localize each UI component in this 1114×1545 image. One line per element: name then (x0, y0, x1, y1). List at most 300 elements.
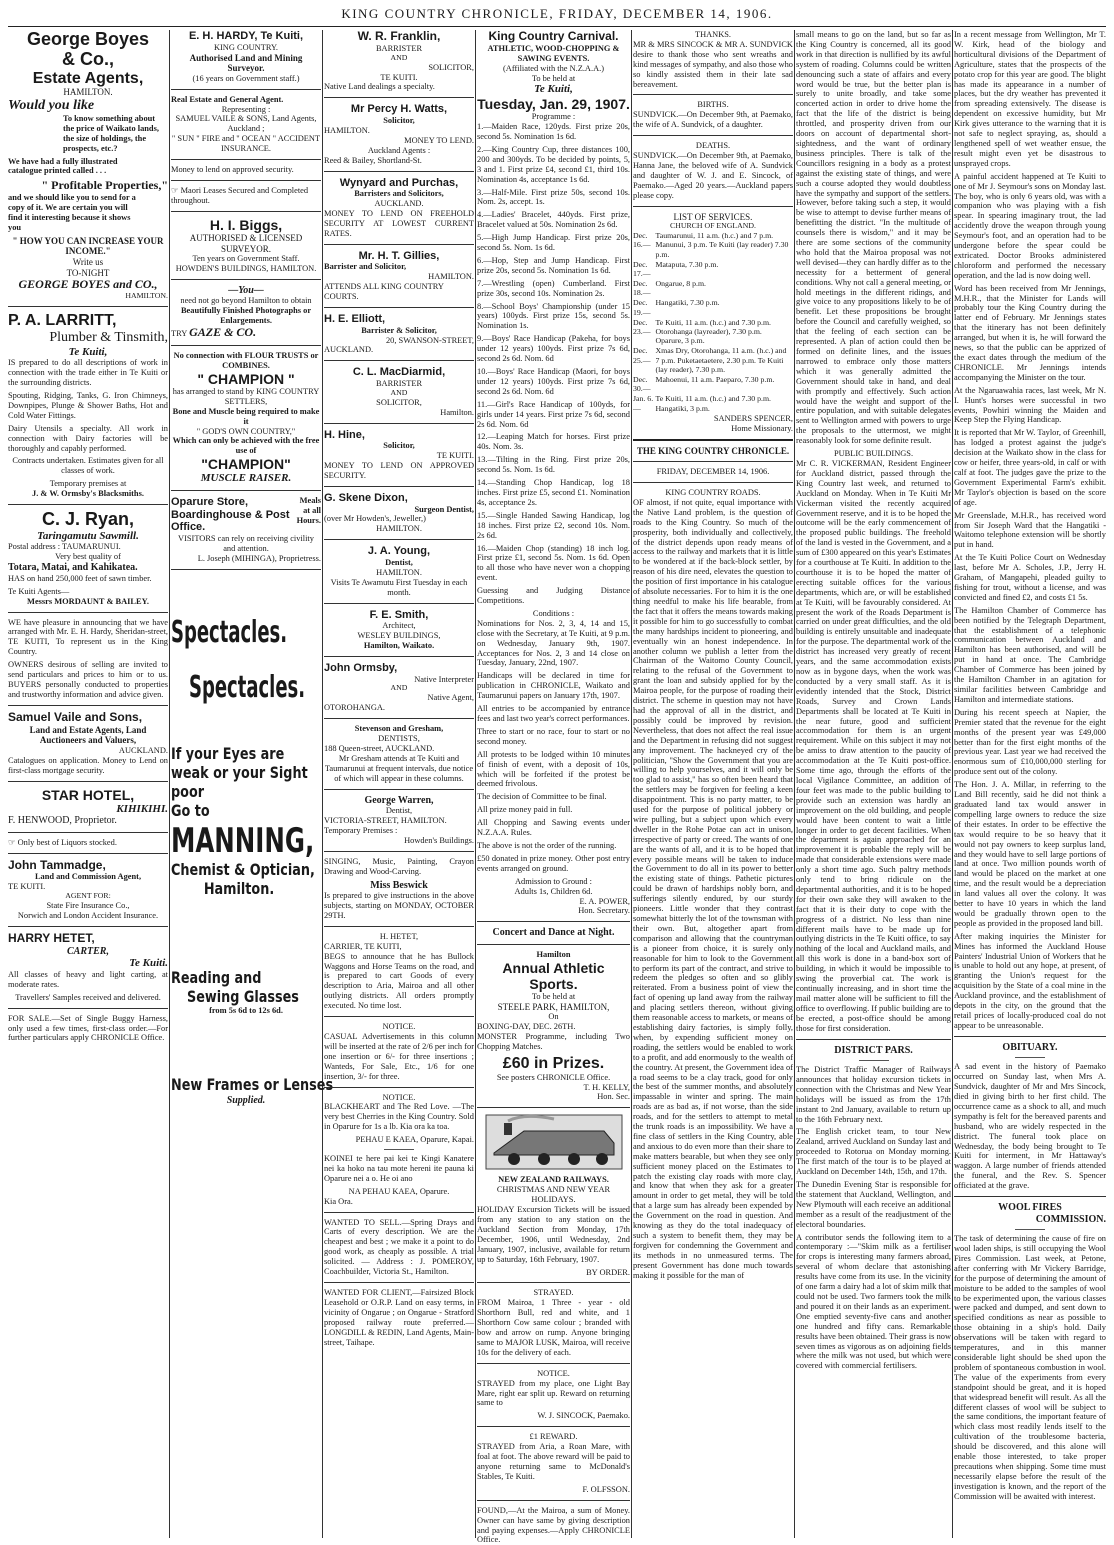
ad-text: BARRISTER (375, 378, 423, 388)
masthead: KING COUNTRY CHRONICLE, FRIDAY, DECEMBER 14, 1906. (341, 6, 773, 21)
ad-title: Annual Athletic Sports. (502, 959, 605, 992)
ad-title: "CHAMPION" (201, 456, 291, 473)
ad-signature: F. OLFSSON. (582, 1484, 630, 1494)
ad-body: £50 donated in prize money. Other post entry events arranged on ground. (477, 853, 630, 873)
ad-text: 188 Queen-street, AUCKLAND. (324, 744, 435, 754)
ad-text: Only best of Liquors stocked. (17, 837, 117, 847)
ad-town: HAMILTON. (324, 125, 370, 135)
event-item: 12.—Leaping Match for horses. First prize 40s. Nom. 3s. (477, 432, 630, 452)
ad-title: G. Skene Dixon, (324, 491, 408, 504)
larritt-ad (8, 312, 168, 499)
ad-title: MANNING, (171, 820, 315, 861)
ad-text: STEELE PARK, HAMILTON, (497, 1001, 610, 1012)
ad-text: Barristers and Solicitors, (354, 189, 444, 199)
event-item: 8.—School Boys' Championship (under 15 years) 100yds. First prize 15s, second 5s. Nomination 1s. (477, 301, 630, 331)
ad-text: Solicitor, (383, 441, 415, 451)
ad-text: Write us (72, 256, 104, 267)
ad-body: Contracts undertaken. Estimates given for all classes of work. (12, 456, 164, 476)
ad-title: P. A. LARRITT, (8, 311, 117, 329)
article-body: The Dunedin Evening Star is responsible for the statement that Auckland, Wellington, and New Plymouth will each receive an additional member as a result of the readjustment of the electoral boundaries. (796, 1180, 951, 1229)
ad-body: FROM Mairoa, 1 Three - year - old Shorthorn Bull, red and white, and 1 Shorthorn Cow same colour ; branded with bow and arrow on rump. Anyone bringing same to MAJOR LUSK, Mairoa, will receive 10s for the delivery of each. (477, 1298, 630, 1357)
ad-text: Dentist, (385, 557, 413, 567)
ad-text: DENTISTS, (378, 734, 420, 744)
event-item: 4.—Ladies' Bracelet, 440yds. First prize, Bracelet valued at 50s. Nomination 2s 6d. (477, 210, 630, 230)
section-heading: Conditions : (532, 608, 575, 618)
section-subheading: CHURCH OF ENGLAND. (670, 221, 756, 231)
article-body: A painful accident happened at Te Kuiti to one of Mr J. Seymour's sons on Monday last. The boy, who is only 6 years old, was with a companion who was playing with a fish spear. In spearing imaginary trout, the lad accidently drove the weapon through young Seymour's foot, and an operation had to be undergone before the spear could be extricated. Doctor Brooks administered chloroform and performed the necessary operation, and the lad is now doing well. (954, 171, 1106, 280)
column-divider (169, 30, 170, 1538)
service-row (633, 318, 793, 347)
ad-body: SINGING, Music, Painting, Crayon Drawing and Wood-Carving. (324, 856, 474, 876)
ad-text: " GOD'S OWN COUNTRY," (196, 426, 296, 436)
pointing-hand-icon: ☞ (171, 186, 179, 196)
ad-body: Travellers' Samples received and delivered. (15, 992, 161, 1002)
article-body: A contributor sends the following item to a contemporary :—"Skim milk as a fertiliser for crops is interesting many farmers abroad, several of whom declare that astonishing results have come from its use. In the vicinity of one farm a dairy had a lot of skim milk that could not be used. Two farmers took the milk and poured it on their lands as an experiment. One emptied seventy-five cans and another one hundred and fifty cans. Remarkable results have been obtained. Their grass is now seven times as vigorous as on adjoining fields where the milk was not used, but which were covered with commercial fertilisers. (796, 1232, 951, 1371)
ad-heading: Sewing Glasses (187, 986, 299, 1006)
ad-heading: £60 in Prizes. (502, 1055, 605, 1073)
column-divider (794, 30, 795, 1538)
ad-heading: " HOW YOU CAN INCREASE YOUR INCOME." (12, 235, 164, 257)
ad-body: The decision of Committee to be final. (477, 792, 607, 802)
ad-text: Admission to Ground : (514, 876, 592, 886)
ad-heading: Concert and Dance at Night. (492, 927, 615, 939)
service-row (633, 346, 793, 375)
ad-text: Programme : (531, 112, 576, 122)
article-title: COMMISSION. (1035, 1213, 1106, 1225)
ad-town: HAMILTON. (428, 272, 474, 282)
ad-title: J. A. Young, (367, 545, 431, 558)
article-body: The task of determining the cause of fire on wool laden ships, is still occupying the Wool Fires Commission. Last week, at Petone, after conferring with Mr Vickery Barridge, for the purpose of determining the amount of moisture to be added to the samples of wool to be experimented upon, the various classes were packed and dumped, and sent down to specified conditions as near as possible to those obtaining in a ship's hold. Daily observations will be taken with regard to temperatures, and in this manner considerable light should be shed upon the problem of spontaneous combustion in wool. The value of the experiments from every standpoint should be great, and it is hoped that widespread benefit will result. As all the different classes of wool will be subject to the same conditions, the important feature of which class most readily lends itself to the cultivation of the troublesome bacteria, should be discovered, and this alone will enable those interested, to take proper precautions when shipping. Some time must necessarily elapse before the result of the investigation is known, and the report of the Commission will be awaited with interest. (954, 1234, 1106, 1501)
ad-text: AGENT FOR: (65, 891, 111, 901)
column-divider (631, 30, 632, 1538)
ad-town: Te Kuiti, (534, 83, 573, 96)
section-heading: NOTICE. (537, 1368, 570, 1378)
ad-title: Mr. H. T. Gillies, (358, 249, 440, 262)
event-item: 1.—Maiden Race, 120yds. First prize 20s, second 5s. Nomination 1s 6d. (477, 122, 630, 141)
article-body: Mr C. R. VICKERMAN, Resident Engineer for Auckland district, passed through the King Country last week, and returned to Auckland on Monday. When in Te Kuiti Mr Vickerman visited the recently acquired Government reserve, and it is to be hoped the outcome will be the early commencement of the proposed public buildings. The freehold of the land is vested in the Government, and a sum of £300 appeared on this year's Estimates for a courthouse at Te Kuiti. In addition to the courthouse it is to be hoped the matter of erecting suitable offices for the various departments, which are, or will be established at Te Kuiti, will be favourably considered. At present the work of the Roads Department is carried on under great difficulties, and the old building is entirely unsuitable and inadequate for the purpose. The departmental work of the district has increased very greatly of recent years, and the same accommodation exists now as in bygone days, when the work was conducted by a very small staff. As it is evidently intended that the Stock, District Roads, Survey and Crown Lands Departments shall be located at Te Kuiti in the near future, good and sufficient accommodation for them is an urgent requirement. While on this subject it may not be amiss to draw attention to the paucity of accommodation at the Te Kuiti post-office. Some time ago, through the efforts of the local Vigilance Committee, an addition of four feet was made to the public building to provide such an extension was hardly an improvement on the old building, and people would have been content to wait a little longer in order to get decent facilities. When the department is again approached for an improvement it is probable the reply will be made that considerable extensions were made only a short time ago. Such paltry methods only tend to bring ridicule on the departmental authorities, and it is to be hoped for their own sake they will awaken to the fact that it is their duty to cope with the progress of a district. No less than nine different mails have to be made up for outlying districts in the Te Kuiti office, to say nothing of the local and Auckland mails, and all this work is done in a band-box sort of building, in which it would be impossible to swing the proverbial cat. The work is continually increasing, and in short time the mail matter alone will be sufficient to fill the office to overflowing. If public building are to be erected, a post-office should be among those for first consideration. (796, 458, 951, 1033)
column-7 (954, 30, 1106, 1538)
ad-text: AND (390, 387, 408, 397)
tammadge-ad (8, 859, 168, 921)
ad-heading: Go to (171, 801, 210, 820)
ad-body: Catalogues on application. Money to Lend on first-class mortgage security. (8, 755, 168, 775)
ad-name: GAZE & CO. (189, 325, 257, 340)
ad-text: from 5s 6d to 12s 6d. (209, 1006, 283, 1016)
ad-text: Reed & Bailey, Shortland-St. (324, 155, 422, 165)
ad-body: CASUAL Advertisements in this column will be inserted at the rate of 2/6 per inch for one insertion or 6/- for three insertions ; Wanteds, For Sale, Etc., 1/6 for one insertion, 3/- for three. (324, 1031, 474, 1081)
hetet-ad (8, 932, 168, 1003)
ad-body: BEGS to announce that he has Bullock Waggons and Horse Teams on the road, and is prepared to cart Goods of every description to Aria, Mairoa and all other outlying districts. All orders promptly executed. No time lost. (324, 951, 474, 1011)
service-row (633, 375, 793, 394)
ad-subtitle: Taringamutu Sawmill. (37, 529, 139, 542)
service-cell: Dec. 19.— (633, 298, 651, 317)
ad-text: Supplied. (226, 1095, 266, 1107)
section-heading: NOTICE. (382, 1092, 416, 1102)
ad-subtitle: Authorised Land and Mining Surveyor. (189, 52, 303, 74)
ad-signature: BY ORDER. (586, 1267, 630, 1277)
ad-title: H. I. Biggs, (209, 216, 283, 233)
section-heading: DEATHS. (695, 141, 731, 151)
ad-heading: New Frames or Lenses (171, 1075, 334, 1095)
notice-body: SUNDVICK.—On December 9th, at Paemako, Hanna Jane, the beloved wife of A. Sundvick and daughter of W. J. and E. Sincock, of Paemako.—Aged 20 years.—Auckland papers please copy. (633, 151, 793, 200)
ad-town: HAMILTON. (376, 567, 422, 577)
ad-subtitle: AUTHORISED & LICENSED SURVEYOR. (189, 232, 303, 254)
ad-text: KING COUNTRY. (213, 42, 279, 52)
ad-body: WE have pleasure in announcing that we have arranged with Mr. E. H. Hardy, Sheridan-street, TE KUITI, To represent us in the King Country. (8, 617, 168, 657)
ad-town: AUCKLAND. (374, 199, 424, 209)
ad-heading: Real Estate and General Agent. (171, 94, 284, 104)
event-item: 10.—Boys' Race Handicap (Maori, for boys under 12 years) 100yds. First prize 7s 6d, second 2s 6d. Nom. 6d (477, 367, 630, 396)
ad-text: L. Joseph (MIHINGA), Proprietress. (197, 553, 321, 563)
ad-signature: W. J. SINCOCK, Paemako. (537, 1411, 630, 1421)
ad-text: Which can only be achieved with the free use of (172, 436, 320, 456)
ad-text: need not go beyond Hamilton to obtain (180, 296, 312, 306)
ad-title: George Warren, (364, 794, 434, 806)
ad-heading: If your Eyes are weak or your Sight poor (171, 744, 308, 802)
service-cell: Jan. 6.— (633, 394, 654, 413)
service-cell: Dec. 23.— (633, 317, 651, 337)
ad-text: Bone and Muscle being required to make it (172, 406, 320, 426)
ad-text: State Fire Insurance Co., (46, 901, 130, 911)
article-body: Mr Greenslade, M.H.R., has received word from Sir Joseph Ward that the Hangatiki - Waitomo telephone extension will be shortly put in hand. (954, 510, 1106, 550)
event-item: 7.—Wrestling (open) Cumberland. First prize 30s, second 10s. Nomination 2s. (477, 278, 630, 298)
service-cell: Dec. 30.— (633, 374, 651, 394)
ad-text: To be held at (531, 991, 576, 1001)
service-cell: Te Kuiti, 11 a.m. (h.c.) and 7.30 p.m. Hangatiki, 3 p.m. (655, 394, 771, 413)
article-body: A sad event in the history of Paemako occurred on Sunday last, when Mrs A. Sundvick, daughter of Mr and Mrs Sincock, died in giving birth to her first child. The occurrence came as a shock to all, and much sympathy is felt for the bereaved parents and husband, who are widely respected in the district. The funeral took place on Wednesday, the body being brought to Te Kuiti for interment, in Mr Hattaway's waggon. A large number of friends attended the funeral, and the Rev. S. Spencer officiated at the grave. (954, 1062, 1106, 1191)
ad-title: Wynyard and Purchas, (339, 176, 459, 189)
ad-town: HAMILTON. (125, 290, 168, 300)
ad-body: MONSTER Programme, including Two Chopping Matches. (477, 1032, 630, 1052)
ad-text: Norwich and London Accident Insurance. (17, 911, 159, 921)
ad-text: Architect, (382, 621, 416, 631)
notice-body: MR & MRS SINCOCK & MR A. SUNDVICK desire to thank those who sent wreaths and kind messages of sympathy, and also those who so kindly assisted them in their late sad bereavement. (633, 39, 793, 89)
article-title: KING COUNTRY ROADS. (665, 488, 761, 498)
ad-town: Hamilton. (203, 878, 275, 898)
ad-body: All Chopping and Sawing events under N.Z.A.A. Rules. (477, 818, 630, 838)
ad-heading: —You— (228, 284, 264, 296)
article-body: At the Ngaruawahia races, last week, Mr N. I. Hunt's horses were successful in two events, Powhiri winning the Maiden and Keep Step the Flying Handicap. (954, 385, 1106, 425)
ad-text: F. HENWOOD, Proprietor. (8, 815, 117, 827)
article-body: The Hamilton Chamber of Commerce has been notified by the Telegraph Department, that the establishment of a telephonic communication between Auckland and Hamilton has been authorised, and will be put in hand at once. The Cambridge Chamber of Commerce has been joined by the Hamilton Chamber in an agitation for similar facilities between Cambridge and Hamilton and intermediate stations. (954, 605, 1106, 704)
ad-signature: Home Missionary. (731, 423, 793, 433)
column-2 (171, 30, 334, 1538)
ad-subtitle: Plumber & Tinsmith, (49, 329, 168, 345)
service-cell: Mahoenui, 11 a.m. Paeparo, 7.30 p.m. (655, 374, 775, 384)
ad-title: F. E. Smith, (369, 608, 429, 621)
service-cell: Xmas Dry, Otorohanga, 11 a.m. (h.c.) and 7 p.m. Puketaetaetere, 2.30 p.m. Te Kuiti (lay reader), 7.30 p.m. (655, 346, 787, 374)
ad-title: Estate Agents, (32, 69, 144, 87)
section-heading: NOTICE. (382, 1022, 416, 1032)
ad-body: Three to start or no race, four to start or no second money. (477, 726, 630, 746)
ad-text: Adults 1s, Children 6d. (514, 886, 593, 896)
service-cell: Ongarue, 8 p.m. (655, 279, 706, 289)
ad-text: TO-NIGHT (66, 267, 110, 278)
section-heading: THANKS. (694, 30, 732, 39)
ad-text: " SUN " FIRE and " OCEAN " ACCIDENT INSURANCE. (171, 134, 321, 154)
ad-signature: T. H. KELLY, (583, 1082, 630, 1092)
vaile-ad (8, 711, 168, 776)
star-hotel-ad (8, 787, 168, 848)
ad-text: Dentist, (385, 806, 413, 816)
ad-text: To be held at (531, 73, 576, 83)
ad-body: HOLIDAY Excursion Tickets will be issued from any station to any station on the Auckland Section from Monday, 17th December, 1906, until Wednesday, 2nd January, 1907, inclusive, available for return up to Saturday, 16th February, 1907. (477, 1205, 630, 1264)
ad-text: Barrister and Solicitor, (324, 262, 407, 272)
ad-text: VISITORS can rely on receiving civility and attention. (178, 533, 314, 553)
ad-body: Is prepared to give instructions in the above subjects, starting on MONDAY, OCTOBER 29TH. (324, 891, 474, 920)
column-divider (952, 30, 953, 1538)
ad-text: Very best quality of (55, 552, 121, 562)
service-row (633, 260, 793, 279)
ad-body: KOINEI te here pai kei te Kingi Kanatere nei ka hoko na tau mote hereni ite pauna ki Oparure nei a o. He oi ano (324, 1154, 474, 1183)
article-body: During his recent speech at Napier, the Premier stated that the revenue for the eight months of the present year was £49,000 better than for the first eight months of the previous year. Last year we had received the enormous sum of £10,000,000 sterling for produce sent out of the colony. (954, 707, 1106, 777)
ad-body: BLACKHEART and The Red Love. —The very best Cherries in the King Country. Sold in Oparure for 1s a lb. Kia ora ka toa. (324, 1102, 474, 1132)
service-row (633, 298, 793, 317)
service-cell: Te Kuiti, 11 a.m. (h.c.) and 7.30 p.m. Otorohanga (layreader), 7.30 p.m. Oparure, 3 p.m. (655, 317, 771, 346)
ad-text: SAMUEL VAILE & SONS, Land Agents, Auckland ; (175, 114, 317, 134)
ad-body: MONEY TO LEND ON APPROVED SECURITY. (324, 461, 474, 481)
ad-text: Native Land dealings a specialty. (324, 82, 435, 92)
ad-text: BARRISTER (375, 43, 423, 53)
ad-title: " CHAMPION " (197, 370, 295, 387)
ad-subtitle: Land and Commission Agent, (34, 872, 142, 882)
ad-heading: Totara, Matai, and Kahikatea. (8, 562, 138, 574)
ad-title: Spectacles. (171, 614, 288, 650)
ad-town: Te Kuiti. (129, 957, 168, 970)
ad-signature: PEHAU E KAEA, Oparure, Kapai. (355, 1135, 474, 1145)
ad-town: Hamilton, Waikato. (363, 641, 435, 650)
ad-text: Beautifully Finished Photographs or Enlargements. (180, 306, 312, 326)
ad-text: AND (390, 52, 408, 62)
services-table (633, 231, 793, 414)
ad-title: John Ormsby, (324, 661, 398, 674)
service-row (633, 231, 793, 260)
classified: FOR SALE.—Set of Single Buggy Harness, only used a few times, first-class order.—For further particulars apply CHRONICLE Office. (8, 1013, 168, 1043)
ad-title: HARRY HETET, (8, 931, 95, 946)
ad-body: IS prepared to do all descriptions of work in connection with the trade either in Te Kuiti or the surrounding districts. (8, 358, 168, 388)
ad-town: HAMILTON. (63, 87, 113, 98)
ad-body: Spouting, Ridging, Tanks, G. Iron Chimneys, Downpipes, Plunge & Shower Baths, Hot and Cold Water Fittings. (8, 390, 168, 420)
ad-title: H. Hine, (324, 428, 365, 441)
column-divider (322, 30, 323, 1538)
pointing-hand-icon: ☞ (8, 837, 16, 847)
ad-text: Te Kuiti Agents— (8, 586, 70, 596)
ad-title: Miss Beswick (370, 879, 428, 891)
ad-title: C. L. MacDiarmid, (352, 366, 446, 379)
ad-heading: Would you like (8, 97, 95, 113)
section-heading: STRAYED. (533, 1288, 574, 1298)
article-body: After making inquiries the Minister for Mines has informed the Auckland House Painters' Industrial Union of Workers that he is unable to hold out any hope, at present, of granting the Union's request for the acquisition by the State of a coal mine in the Auckland province, and the establishment of depots in the city, on the ground that the retail prices of locally-produced coal do not appear to be unreasonable. (954, 931, 1106, 1030)
ad-signature: NA PEHAU KAEA, Oparure. (348, 1186, 450, 1196)
ad-text: Solicitor, (383, 116, 415, 126)
event-item: 11.—Girl's Race Handicap of 100yds, for girls under 14 years. First prize 7s 6d, second 2s 6d. Nom. 6d (477, 399, 630, 429)
ad-body: MONEY TO LEND ON FREEHOLD SECURITY AT LOWEST CURRENT RATES. (324, 209, 474, 238)
ad-town: AUCKLAND. (118, 745, 168, 755)
ad-title: & Co., (62, 48, 114, 69)
ad-title: John Tammadge, (8, 857, 106, 872)
editorial-date: FRIDAY, DECEMBER 14, 1906. (656, 467, 770, 477)
service-row (633, 394, 793, 413)
service-cell: Mataputa, 7.30 p.m. (655, 259, 719, 269)
ad-subtitle: ATHLETIC, WOOD-CHOPPING & SAWING EVENTS. (487, 43, 620, 63)
ad-text: Native Agent, (427, 693, 474, 703)
column-4 (477, 29, 630, 1545)
article-body: small means to go on the land, but so far as the King Country is concerned, all its good work in that direction is nullified by its awful system of roading. Columns could be written denouncing such a state of affairs and every word would be true, but the better plan is surely to unite broadly, and take some concerted action in order to drive home the fact that the life of the district is being throttled, and prosperity driven from our doors on account of departmental short-sightedness, and the want of ordinary business principles. There is talk of the Councillors resigning in a body as a protest against the existing state of things, and were such a course adopted they would doubtless have the sympathy and support of the settlers. However, before taking such a step, it would be wise to attempt to devise further means of benefitting the district. "In the multitude of counsels there is wisdom," and it may be there are some sections of the community who hold that the Mairoa proposal was not well devised—they can hardly differ as to the necessity for a betterment of general conditions. Why not call a general meeting, or hold meetings in the different ridings, and give voice to any propositions likely to be of benefit. Let these propositions be brought before the Council and carefully weighed, so that the feeling of each section can be represented. A plan of action could then be formed on definite lines, and the issues narrowed to embrace only those matters which it was generally admitted the Government should take in hand, and deal with promptly and effectively. Such action would have the weight and support of the entire population, and with suitable delegates sent to Wellington armed with powers to urge the proposals to the uttermost, we might reasonably look for some definite result. (796, 30, 951, 446)
ad-title: Hamilton (536, 949, 571, 959)
ad-title: E. H. HARDY, Te Kuiti, (188, 30, 304, 42)
ad-title: Spectacles. (189, 669, 306, 705)
ad-body: STRAYED from my place, one Light Bay Mare, right ear split up. Reward on returning same to (477, 1378, 630, 1408)
ad-town: KIHIKIHI. (116, 802, 168, 815)
ad-text: Ten years on Government Staff. (192, 254, 300, 264)
ad-town: OTOROHANGA. (324, 703, 386, 713)
ad-text: CARRIER, TE KUITI, (324, 941, 402, 951)
ad-text: Messrs MORDAUNT & BAILEY. (27, 596, 149, 606)
ad-text: SOLICITOR, (428, 62, 474, 72)
ad-title: Samuel Vaile and Sons, (8, 709, 143, 724)
ad-text: Maori Leases Secured and Completed throughout. (171, 186, 309, 205)
ad-text: Postal address : TAUMARUNUI. (8, 542, 121, 552)
notice-body: SUNDVICK.—On December 9th, at Paemako, the wife of A. Sundvick, of a daughter. (633, 110, 793, 130)
column-divider (475, 30, 476, 1538)
ad-text: (Affiliated with the N.Z.A.A.) (502, 63, 605, 73)
ad-body: To know something about the price of Waikato lands, the size of holdings, the prospects, etc.? (63, 113, 159, 153)
ad-title: STAR HOTEL, (41, 786, 135, 803)
article-title: WOOL FIRES (998, 1202, 1062, 1214)
ad-signature: E. A. POWER, (579, 896, 630, 906)
ad-body: The above is not the order of the running. (477, 840, 617, 850)
section-heading: BIRTHS. (697, 100, 729, 110)
ad-text: J. & W. Ormsby's Blacksmiths. (32, 489, 144, 499)
ad-text: Kia Ora. (324, 1196, 353, 1206)
section-heading: LIST OF SERVICES. (673, 211, 753, 222)
ad-body: All entries to be accompanied by entrance fees and last two year's correct performances. (477, 704, 630, 723)
ad-body: All prize money paid in full. (477, 805, 573, 815)
classified: WANTED TO SELL.—Spring Drays and Carts of every description. We are the cheapest and best ; we make it a point to do good work, as cheaply as possible. A trial solicited. — Address : J. POMEROY, Coachbuilder, Victoria St., Hamilton. (324, 1217, 474, 1277)
service-cell: Dec. 18.— (633, 279, 651, 298)
article-title: DISTRICT PARS. (834, 1044, 913, 1056)
ad-text: Barrister & Solicitor, (361, 325, 437, 335)
ad-text: Money to lend on approved security. (171, 165, 294, 175)
ad-heading: Tuesday, Jan. 29, 1907. (477, 96, 630, 113)
classified: FOUND,—At the Mairoa, a sum of Money. Owner can have same by giving description and paying expenses.—Apply CHRONICLE Office. (477, 1505, 630, 1545)
service-cell: Taumarunui, 11 a.m. (h.c.) and 7 p.m. Manunui, 3 p.m. Te Kuiti (lay reader) 7.30 p.m. (655, 231, 789, 259)
ad-title: George Boyes (26, 29, 150, 49)
ad-title: NEW ZEALAND RAILWAYS. (498, 1175, 609, 1185)
ad-title: C. J. Ryan, (41, 509, 135, 530)
ad-text: WESLEY BUILDINGS, (357, 631, 441, 641)
ad-body: Visits Te Awamutu First Tuesday in each month. (330, 577, 468, 597)
column-5 (633, 30, 793, 1538)
event-item: 16.—Maiden Chop (standing) 18 inch log. First prize £1, second 5s. Nom. 1s 6d. Open to all those who have never won a chopping event. (477, 543, 630, 583)
ad-body: Handicaps will be declared in time for publication in CHRONICLE, Waikato and Taumarunui papers on January 17th, 1907. (477, 671, 630, 701)
ad-body: STRAYED from Aria, a Roan Mare, with foal at foot. The above reward will be paid to anyone returning same to McDonald's Stables, Te Kuiti. (477, 1442, 630, 1481)
ad-signature: Hon. Sec. (597, 1092, 630, 1102)
ad-heading: Reading and (171, 967, 262, 987)
ad-body: Mr Gresham attends at Te Kuiti and Taumarunui at frequent intervals, due notice of which will appear in these columns. (324, 753, 474, 783)
oparure-ad (171, 496, 321, 534)
ad-town: AUCKLAND. (324, 345, 374, 355)
service-row (633, 279, 793, 298)
ad-signature: SANDERS SPENCER, (713, 413, 793, 423)
editorial-masthead: THE KING COUNTRY CHRONICLE. (636, 445, 790, 456)
ad-text: has arranged to stand by KING COUNTRY SETTLERS, (172, 386, 320, 406)
event-item: 2.—King Country Cup, three distances 100, 200 and 300yds. To be decided by points, 5, 3 and 1. First prize £4, second £1, third 10s. Nomination 4s, acceptance 1s 6d. (477, 144, 630, 184)
event-item: 13.—Tilting in the Ring. First prize 20s, second 5s. Nom. 1s 6d. (477, 455, 630, 475)
ad-text: No connection with FLOUR TRUSTS or COMBINES. (173, 350, 319, 370)
service-cell: Hangatiki, 7.30 p.m. (655, 298, 720, 308)
ad-title: H. E. Elliott, (324, 312, 386, 325)
ad-text: BOXING-DAY, DEC. 26TH. (477, 1022, 576, 1032)
masthead-rule (8, 26, 1106, 27)
article-body: It is reported that Mr W. Taylor, of Greenhill, has lodged a protest against the judge's decision at the Waikato show in the class for cow or heifer, three years-old, in calf or with calf at foot. The judges gave the prize to the Government Experimental Farm's exhibit. Mr Taylor's objection is based on the score of age. (954, 428, 1106, 507)
ad-text: 20, SWANSON-STREET, (385, 335, 474, 345)
ad-text: SOLICITOR, (376, 397, 422, 407)
ad-text: Temporary Premises : (324, 825, 398, 835)
ad-town: TE KUITI. (436, 451, 474, 461)
ad-title: Stevenson and Gresham, (354, 724, 444, 734)
ad-text: (16 years on Government staff.) (192, 73, 300, 83)
column-3 (324, 30, 474, 1538)
article-body: At the Te Kuiti Police Court on Wednesday last, before Mr A. Scholes, J.P., Jerry H. Graham, of Mangapehi, pleaded guilty to fishing for trout, without a license, and was convicted and fined £2, and costs £1 5s. (954, 553, 1106, 602)
ad-text: HOWDEN'S BUILDINGS, HAMILTON. (175, 264, 317, 274)
article-body: In a recent message from Wellington, Mr T. W. Kirk, head of the biology and horticultural divisions of the Department of Agriculture, states that the prospects of the potato crop for this year are good. The blight has made its appearance in a number of places, but the dry weather has prevented it from spreading extensively. The disease is dependent on excessive humidity, but Mr Kirk gives utterance to the warning that it is not safe to neglect spraying, as, should a lengthened spell of wet weather ensue, the result might even yet be disastrous to unsprayed crops. (954, 30, 1106, 168)
article-body: The Hon. J. A. Millar, in referring to the Land Bill recently, said he did not think a graduated land tax would answer in compelling large owners to reduce the size of their estates. In order to be effective the tax would require to be so heavy that it would not pay owners to keep surplus land, and they would have to sell large portions of land at once. Two million pounds worth of land would be placed on the market at one time, and the result would be a depreciation in land values all over the colony. It was better to have 10 years in which the land would be gradually thrown open to the people as provided in the proposed land bill. (954, 780, 1106, 928)
ad-body: OWNERS desirous of selling are invited to send particulars and prices to him or to us. BUYERS personally conducted to properties and trustworthy information and advice given. (8, 660, 168, 699)
ad-body: HAS on hand 250,000 feet of sawn timber. (8, 573, 152, 583)
service-cell: Dec. 17.— (633, 259, 651, 278)
ad-text: TRY (171, 329, 187, 339)
ad-title: Mr Percy H. Watts, (350, 103, 448, 116)
ad-text: AND (390, 683, 408, 693)
ad-text: Meals at all Hours. (296, 495, 321, 525)
section-heading: £1 REWARD. (529, 1432, 578, 1442)
ad-title: W. R. Franklin, (357, 29, 441, 43)
classified: WANTED FOR CLIENT,—Fairsized Block Leasehold or O.R.P. Land on easy terms, in vicinity of Ongarue ; on Ongarue - Stratford proposed railway route preferred.— LONGDILL & REDIN, Land Agents, Main-street, Taihape. (324, 1288, 474, 1347)
event-item: 9.—Boys' Race Handicap (Pakeha, for boys under 12 years) 100yds. First prize 7s 6d, second 2s 6d. Nom. 6d (477, 334, 630, 364)
article-body: OF almost, if not quite, equal importance with the Native Land problem, is the question of roads to the King Country. So much of the prosperity, both individually and collectively, of the district depends upon ready means of access to the railway and markets that it is little to be wondered at if the back-block settler, by reason of his dire need, elevates the question to the position of first importance in his catalogue of absolute necessaries. For to him it is the one thing needful to make his life bearable, from the fact that it offers the means towards making it possible for him to go successfully to combat the many hardships incident to pioneering, and eventually win an honest independence. In another column we publish a letter from the Chairman of the Waitomo County Council, relating to the refusal of the Government to grant the loan and subsidy applied for by the Mairoa people, for the purpose of roading their district. The scheme in question may not have had the approval of all in the district, and possibly could be improved by revision. Nevertheless, that does not affect the real issue and the Department in refusing did not suggest any improvement. The hackneyed cry of the politician, "Show the Government that you are willing to help yourselves, and it will only be too glad to assist," has so often been heard that the settlers may be forgiven for feeling a keen disappointment. This is no party matter, to be used for the purpose of political jobbery or wire pulling, but a subject upon which every dweller in the Rohe Potae can act in unison, irrespective of party or creed. The wants of one are the wants of all, and it is to be hoped that every possible means will be taken to induce the Government to do all in its power to better the existing state of things. Pathetic pictures could be drawn of hardships nobly born, and sufferings silently endured, by our sturdy pioneers. Little wonder that they contrast somewhat bitterly the lot of the townsman with their own. But, altogether apart from comparison and allowing that the countryman is a pioneer from choice, it is surely only reasonable for him to look to the Government to perform its part of the contract, and strive to redeem the pledges so often and so glibly reiterated. From a business point of view the fact of opening up land away from the railway and placing settlers thereon, without giving them reasonable access to markets, or means of establishing dairy factories, is simply folly, when, by expending sufficient money on roading, the settlers would be enabled to work to a profit, and add enormously to the wealth of the country. At present, the Government idea of a road seems to be a clay track, good for only the best of the summer months, and absolutely impassable in winter and spring. The main roads are as bad as, if not worse, than the side roads, and for the settlers to attempt to metal the trunk roads is an impossibility. We have a fine class of settlers in the King Country, able and anxious to do even more than their share to make matters bearable, but when they see only sufficient money placed on the Estimates to patch the existing clay roads with more clay, and know that when they ask for a greater amount in order to get metal, they will be told that a large sum has already been expended by the Government on the road in question. And knowing as they do the total inadequacy of such a system to benefit them, they may be forgiven for condemning the Government and its methods in no unmeasured terms. The present Government has done much towards making it possible for the man of (633, 497, 793, 1280)
events-list (477, 122, 630, 583)
article-body: The English cricket team, to tour New Zealand, arrived Auckland on Sunday last and proceeded to Rotorua on Monday morning. The first match of the tour is to be played at Auckland on December 14th, 15th, and 17th. (796, 1127, 951, 1177)
ad-subtitle: MUSCLE RAISER. (200, 472, 292, 485)
ad-town: HAMILTON. (376, 524, 422, 534)
ad-body: All protests to be lodged within 10 minutes of finish of event, with a deposit of 10s, which will be forfeited if the protest be deemed frivolous. (477, 749, 630, 789)
ad-text: Auckland Agents : (367, 145, 431, 155)
article-body: The District Traffic Manager of Railways announces that holiday excursion tickets in connection with the Christmas and New Year holidays will be issued as from the 17th instant to 2nd January, available to return up to the 16th February next. (796, 1065, 951, 1124)
event-item: 15.—Single Handed Sawing Handicap, log 18 inches. First prize £2, second 10s. Nom. 2s 6d. (477, 510, 630, 540)
ad-name: GEORGE BOYES and CO., (18, 277, 158, 292)
ad-subtitle: CARTER, (67, 945, 109, 957)
ad-body: We have had a fully illustrated catalogue printed called . . . (8, 156, 118, 176)
ad-body: Nominations for Nos. 2, 3, 4, 14 and 15, close with the Secretary, at Te Kuiti, at 9 p.m. on Wednesday, January 9th, 1907. Acceptances for Nos. 2, 3 and 14 close on Tuesday, January, 22nd, 1907. (477, 618, 630, 668)
event-item: 14.—Standing Chop Handicap, log 18 inches. First prize £5, second £1. Nomination 4s, acceptance 2s. (477, 478, 630, 507)
ad-town: TE KUITI. (380, 72, 418, 82)
ad-signature: Hon. Secretary. (578, 906, 630, 916)
ad-body: All classes of heavy and light carting, at moderate rates. (8, 969, 168, 989)
ad-town: Te Kuiti, (68, 345, 108, 358)
ad-text: Surgeon Dentist, (414, 504, 474, 514)
ad-title: Oparure Store, Boardinghouse & Post Office. (171, 495, 290, 534)
ad-town: Hamilton. (440, 407, 474, 417)
ad-text: Native Interpreter (414, 674, 474, 684)
ad-text: See posters CHRONICLE Office. (496, 1072, 611, 1082)
ad-subtitle: CHRISTMAS AND NEW YEAR HOLIDAYS. (496, 1185, 611, 1205)
article-title: OBITUARY. (1002, 1041, 1058, 1053)
ad-subtitle: Land and Estate Agents, Land Auctioneers and Valuers, (29, 724, 147, 746)
event-item: 6.—Hop, Step and Jump Handicap. First prize 20s, second 5s. Nomination 1s 6d. (477, 255, 630, 275)
train-engraving-icon (484, 1113, 624, 1171)
ad-title: King Country Carnival. (488, 29, 619, 43)
